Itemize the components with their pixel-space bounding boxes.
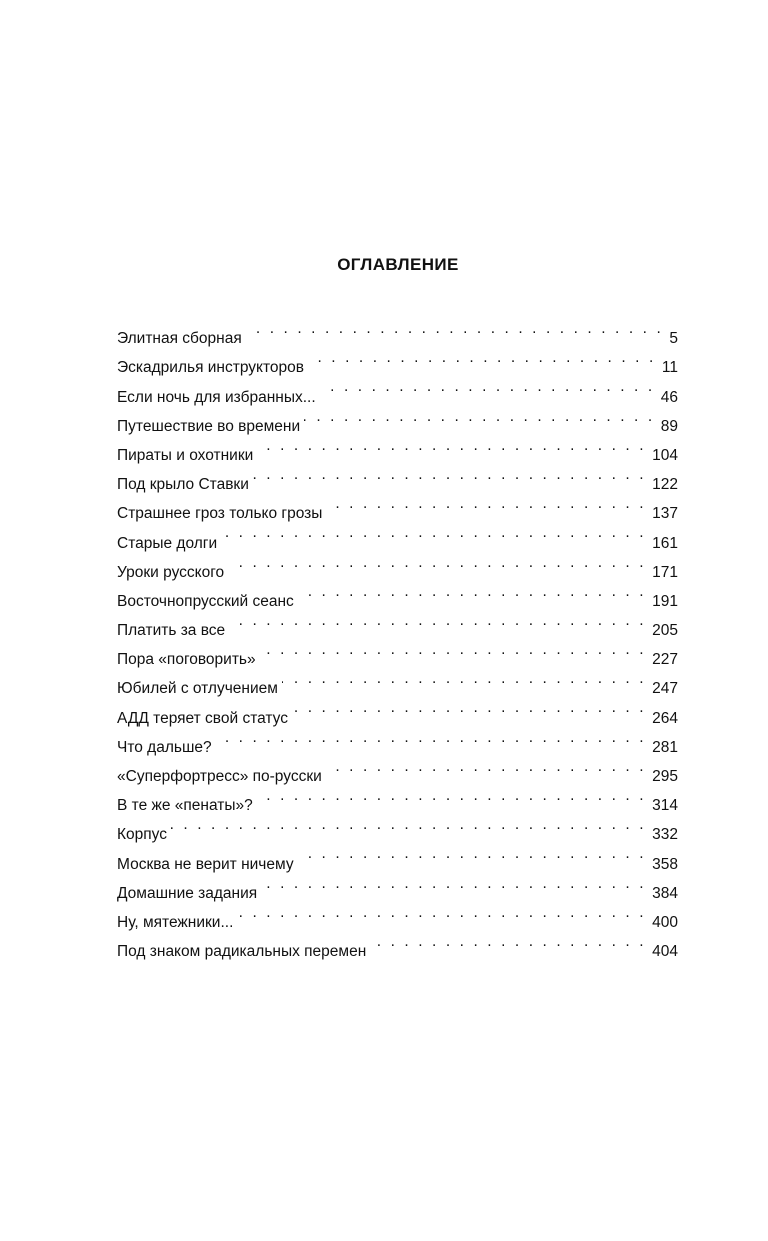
dot-leader — [246, 314, 664, 343]
toc-entry-title: Под знаком радикальных перемен — [117, 943, 367, 961]
toc-entry-title: «Суперфортресс» по-русски — [117, 768, 322, 785]
toc-entry-page-number: 171 — [652, 563, 678, 581]
toc-entry-title: Что дальше? — [117, 738, 212, 756]
dot-leader — [320, 372, 655, 401]
toc-entry-page-number: 104 — [652, 446, 678, 464]
toc-entry-title: Элитная сборная — [117, 330, 242, 348]
toc-entry-page-number: 122 — [652, 476, 678, 494]
dot-leader — [237, 898, 646, 927]
toc-entry-title: Страшнее гроз только грозы — [117, 505, 323, 523]
toc-entry-title: Эскадрилья инструкторов — [117, 359, 305, 377]
dot-leader — [261, 869, 646, 898]
toc-entry-title: Домашние задания — [117, 884, 258, 902]
toc-entry — [117, 810, 678, 844]
toc-entry-page-number: 400 — [652, 913, 678, 931]
dot-leader — [229, 606, 646, 635]
dot-leader — [308, 343, 656, 372]
toc-entry-title: Путешествие во времени — [117, 417, 301, 435]
dot-leader — [221, 518, 646, 547]
dot-leader — [298, 577, 646, 606]
toc-entry-title: Москва не верит ничему — [117, 855, 294, 873]
dot-leader — [326, 752, 646, 781]
toc-entry-title: Пора «поговорить» — [117, 651, 256, 669]
dot-leader — [216, 723, 646, 752]
toc-entry-page-number: 89 — [660, 417, 678, 435]
dot-leader — [257, 431, 646, 460]
toc-entry-title: АДД теряет свой статус — [117, 709, 288, 727]
dot-leader — [260, 635, 646, 664]
toc-entry-page-number: 161 — [652, 534, 678, 552]
dot-leader — [326, 489, 646, 518]
toc-entry-title: Корпус — [117, 826, 167, 844]
dot-leader — [292, 693, 646, 722]
toc-entry-title: Уроки русского — [117, 563, 225, 581]
toc-entry-title: Юбилей с отлучением — [117, 680, 278, 698]
toc-entry-page-number: 11 — [661, 359, 678, 377]
dot-leader — [228, 548, 646, 577]
dot-leader — [370, 927, 646, 956]
toc-list — [117, 314, 678, 961]
toc-entry — [117, 314, 678, 348]
toc-entry-page-number: 264 — [652, 709, 678, 727]
toc-entry-page-number: 281 — [652, 738, 678, 756]
dot-leader — [171, 810, 646, 839]
toc-entry-page-number: 5 — [669, 330, 678, 348]
toc-entry-page-number: 205 — [652, 622, 678, 640]
toc-entry-page-number: 191 — [652, 592, 678, 610]
toc-entry-page-number: 404 — [652, 943, 678, 961]
toc-entry-title: Ну, мятежники... — [117, 913, 234, 931]
dot-leader — [282, 664, 646, 693]
dot-leader — [253, 460, 646, 489]
toc-entry-title: Платить за все — [117, 622, 226, 640]
toc-entry-title: Под крыло Ставки — [117, 476, 249, 494]
toc-entry-title: Старые долги — [117, 534, 218, 552]
toc-entry-page-number: 384 — [652, 884, 678, 902]
toc-entry-page-number: 332 — [652, 826, 678, 844]
toc-entry-title: Восточнопрусский сеанс — [117, 592, 294, 610]
toc-title: ОГЛАВЛЕНИЕ — [337, 255, 459, 274]
toc-entry-title: В те же «пенаты»? — [117, 797, 253, 815]
toc-entry-page-number: 314 — [652, 797, 678, 815]
toc-entry-page-number: 46 — [660, 388, 678, 406]
toc-entry-page-number: 247 — [652, 680, 678, 698]
toc-entry-title: Если ночь для избранных... — [117, 388, 316, 406]
dot-leader — [257, 781, 646, 810]
toc-entry — [117, 839, 678, 873]
dot-leader — [298, 839, 647, 868]
toc-entry-title: Пираты и охотники — [117, 446, 254, 464]
toc-entry-page-number: 358 — [652, 855, 678, 873]
toc-entry-page-number: 295 — [652, 768, 678, 785]
dot-leader — [304, 402, 655, 431]
toc-entry-page-number: 227 — [652, 651, 678, 669]
toc-entry-page-number: 137 — [652, 505, 678, 523]
